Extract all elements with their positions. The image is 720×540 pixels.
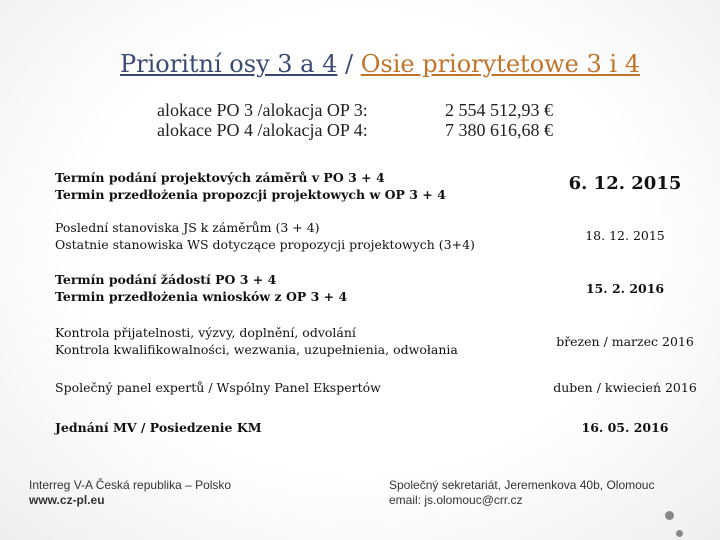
row-date: 16. 05. 2016 <box>581 420 669 435</box>
row-description <box>55 169 485 203</box>
row-text-polish: Kontrola kwalifikowalności, wezwania, uzupełnienia, odwołania <box>55 342 458 357</box>
row-text: Jednání MV / Posiedzenie KM <box>55 420 262 435</box>
row-description <box>55 219 485 253</box>
slide-title <box>0 50 720 78</box>
footer-website-link[interactable]: www.cz-pl.eu <box>29 493 105 507</box>
decorative-dot-icon <box>676 530 683 537</box>
allocation-values <box>445 100 553 140</box>
row-text: Společný panel expertů / Wspólny Panel Ekspertów <box>55 380 381 395</box>
row-description <box>55 324 485 358</box>
allocation-value-po4: 7 380 616,68 € <box>445 120 553 140</box>
allocation-value-po3: 2 554 512,93 € <box>445 100 553 120</box>
row-date: 15. 2. 2016 <box>585 281 665 296</box>
footer-contact <box>389 478 654 508</box>
row-text-polish: Ostatnie stanowiska WS dotyczące propozycji projektowych (3+4) <box>55 237 475 252</box>
row-date: březen / marzec 2016 <box>556 334 694 349</box>
footer-email[interactable]: email: js.olomouc@crr.cz <box>389 493 523 507</box>
title-polish: Osie priorytetowe 3 i 4 <box>360 50 640 78</box>
row-text-polish: Termin przedłożenia propozcji projektowych w OP 3 + 4 <box>55 187 446 202</box>
allocation-label-po4: alokace PO 4 /alokacja OP 4: <box>157 120 368 140</box>
footer-program <box>29 478 231 508</box>
row-text-czech: Poslední stanoviska JS k záměrům (3 + 4) <box>55 220 320 235</box>
allocation-labels <box>157 100 368 140</box>
row-date: 18. 12. 2015 <box>585 228 665 243</box>
row-date: duben / kwiecień 2016 <box>553 380 697 395</box>
row-text-czech: Kontrola přijatelnosti, výzvy, doplnění, odvolání <box>55 325 356 340</box>
row-text-czech: Termín podání žádostí PO 3 + 4 <box>55 272 277 287</box>
row-description <box>55 271 485 305</box>
row-description <box>55 419 485 436</box>
allocation-label-po3: alokace PO 3 /alokacja OP 3: <box>157 100 368 120</box>
row-text-polish: Termin przedłożenia wniosków z OP 3 + 4 <box>55 289 348 304</box>
title-czech: Prioritní osy 3 a 4 <box>120 50 338 78</box>
row-text-czech: Termín podání projektových záměrů v PO 3 + 4 <box>55 170 385 185</box>
title-separator: / <box>337 50 361 78</box>
footer-program-name: Interreg V-A Česká republika – Polsko <box>29 478 232 492</box>
footer-secretariat-address: Společný sekretariát, Jeremenkova 40b, Olomouc <box>389 478 655 492</box>
row-description <box>55 379 485 396</box>
row-date: 6. 12. 2015 <box>568 173 682 194</box>
decorative-dot-icon <box>665 511 674 520</box>
